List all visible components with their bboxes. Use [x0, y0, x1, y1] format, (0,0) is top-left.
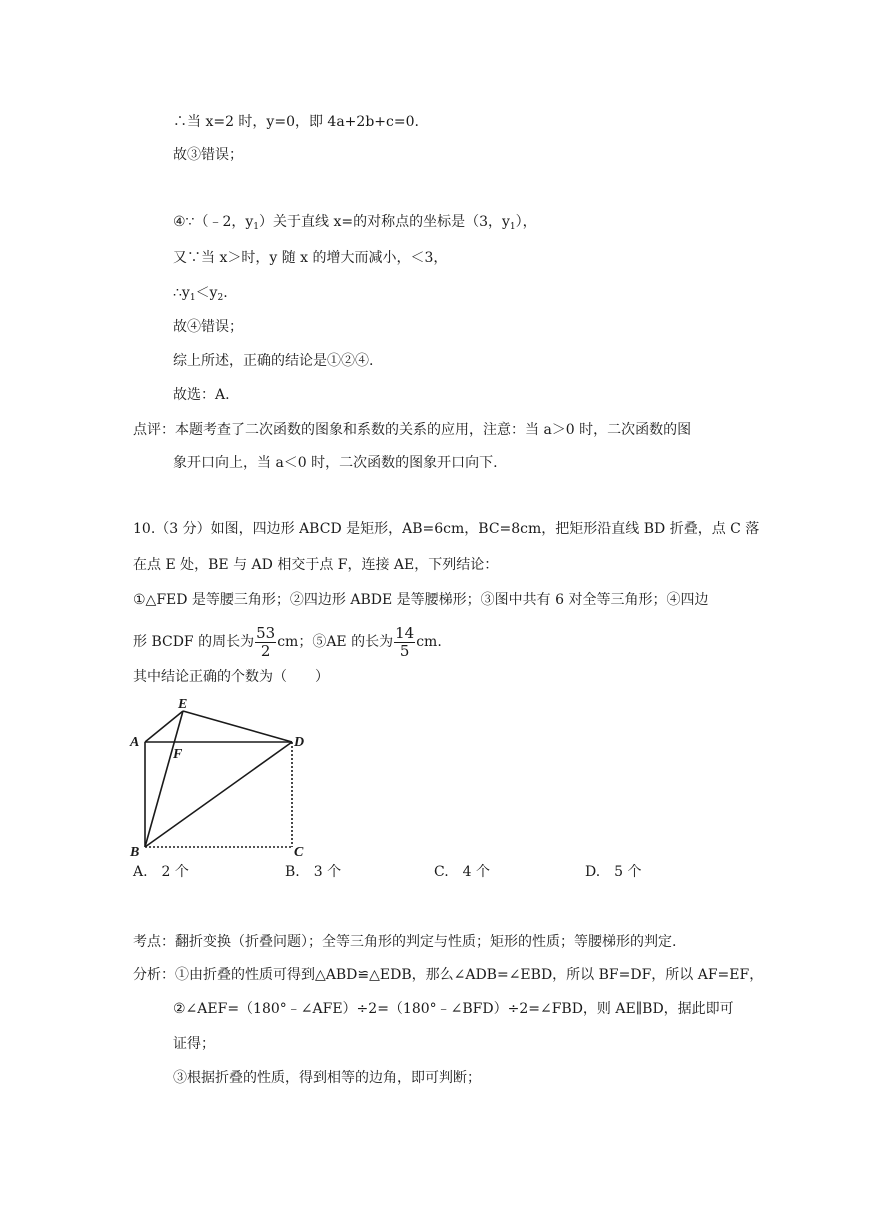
line-5-part-c: ＜y — [195, 285, 218, 301]
segment-ed — [183, 711, 292, 742]
segment-ae — [145, 711, 183, 742]
option-d: D. 5 个 — [585, 864, 642, 880]
subscript: 1 — [509, 222, 516, 232]
fraction-numerator: 14 — [395, 623, 415, 642]
geometry-figure — [126, 690, 326, 860]
knowledge-point: 考点：翻折变换（折叠问题）；全等三角形的判定与性质；矩形的性质；等腰梯形的判定. — [133, 934, 677, 950]
fraction-14-5 — [394, 625, 415, 660]
analysis-line-4: ③根据折叠的性质，得到相等的边角，即可判断； — [173, 1070, 481, 1086]
label-d: D — [294, 735, 305, 750]
question-line-5: 其中结论正确的个数为（ ） — [133, 669, 329, 685]
fraction-denominator: 2 — [260, 641, 271, 660]
label-b: B — [130, 845, 140, 860]
line-6: 故④错误； — [173, 319, 243, 335]
line-3-part-c: ）关于直线 x=的对称点的坐标是（3，y — [259, 214, 510, 230]
label-e: E — [178, 697, 188, 712]
line-2: 故③错误； — [173, 147, 243, 163]
analysis-line-3: 证得； — [173, 1036, 215, 1052]
comment-line-1: 点评：本题考查了二次函数的图象和系数的关系的应用，注意：当 a＞0 时，二次函数的图 — [133, 422, 692, 438]
subscript: 1 — [253, 222, 260, 232]
question-line-4 — [133, 622, 442, 662]
comment-line-2: 象开口向上，当 a＜0 时，二次函数的图象开口向下. — [173, 455, 498, 471]
label-f: F — [173, 747, 183, 762]
line-7: 综上所述，正确的结论是①②④. — [173, 353, 374, 369]
line-3 — [173, 212, 537, 237]
line-8: 故选：A. — [173, 387, 230, 403]
line-4: 又∵当 x＞时，y 随 x 的增大而减小，＜3， — [173, 250, 448, 266]
line-3-part-e: ）， — [515, 214, 537, 230]
analysis-line-1: 分析：①由折叠的性质可得到△ABD≌△EDB，那么∠ADB=∠EBD，所以 BF=DF，所以 AF=EF， — [133, 967, 764, 983]
question-line-3: ①△FED 是等腰三角形；②四边形 ABDE 是等腰梯形；③图中共有 6 对全等三角形；④四边 — [133, 592, 709, 608]
option-b: B. 3 个 — [285, 864, 342, 880]
fraction-numerator: 53 — [256, 623, 276, 642]
label-c: C — [294, 845, 304, 860]
question-line-4-part-b: cm；⑤AE 的长为 — [277, 634, 394, 650]
line-5-part-a: ∴y — [173, 285, 190, 301]
fraction-53-2 — [255, 625, 276, 660]
question-line-4-part-a: 形 BCDF 的周长为 — [133, 634, 255, 650]
question-line-2: 在点 E 处，BE 与 AD 相交于点 F，连接 AE，下列结论： — [133, 557, 499, 573]
segment-bd — [145, 742, 292, 847]
option-a: A. 2 个 — [133, 864, 189, 880]
line-5 — [173, 283, 228, 308]
fraction-denominator: 5 — [399, 641, 410, 660]
question-line-4-part-c: cm. — [416, 634, 442, 650]
line-3-part-a: ④∵（﹣2，y — [173, 214, 254, 230]
segment-be — [145, 711, 183, 847]
subscript: 1 — [189, 293, 196, 303]
subscript: 2 — [217, 293, 224, 303]
line-5-part-e: . — [223, 285, 228, 301]
question-line-1: 10.（3 分）如图，四边形 ABCD 是矩形，AB=6cm，BC=8cm，把矩形沿直线 BD 折叠，点 C 落 — [133, 521, 760, 537]
line-1: ∴当 x=2 时，y=0，即 4a+2b+c=0. — [173, 114, 419, 130]
label-a: A — [130, 735, 140, 750]
option-c: C. 4 个 — [434, 864, 491, 880]
analysis-line-2: ②∠AEF=（180°﹣∠AFE）÷2=（180°﹣∠BFD）÷2=∠FBD，则 AE∥BD，据此即可 — [173, 1001, 734, 1017]
